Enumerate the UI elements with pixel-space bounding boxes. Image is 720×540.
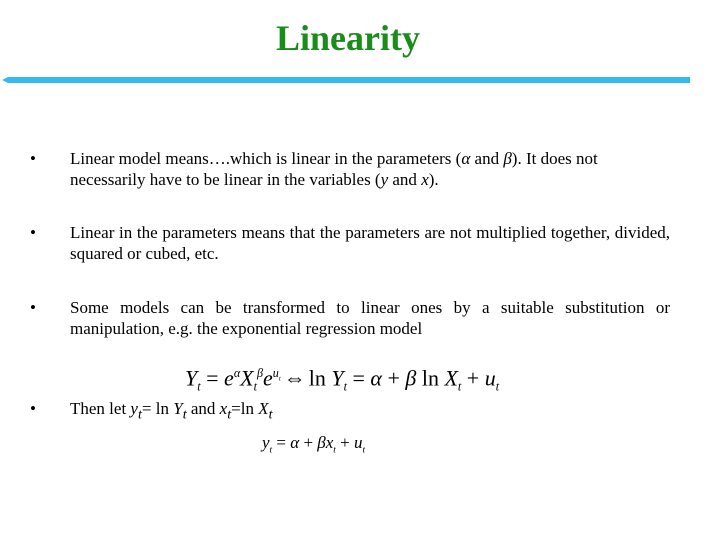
bullet-text [70,148,670,190]
eq-subscript: t [362,445,366,456]
eq-symbol: e [263,365,273,391]
eq-symbol: Y [331,365,344,391]
bullet-marker: • [30,399,36,418]
eq-symbol: β [317,433,326,452]
eq-symbol: y [262,433,270,452]
eq-superscript: β [257,366,264,380]
eq-subscript: t [197,379,201,394]
eq-function: ln [308,365,332,391]
eq-operator: = [200,365,225,391]
slide-title: Linearity [276,18,420,58]
subscript: t [137,406,142,423]
eq-subscript: t [495,379,500,394]
text-segment: Linear model means….which is linear in the parameters ( [70,149,462,168]
eq-subscript: t [333,445,336,456]
eq-superscript: u [272,366,279,380]
eq-operator: + [335,433,354,452]
bullet-text [70,398,670,425]
subscript: t [182,406,187,423]
variable-x: x [219,399,228,418]
text-segment: ). It does not necessarily have to be linear in the variables ( [70,149,598,189]
eq-subscript: t [278,375,281,383]
text-segment: and [186,399,220,418]
subscript: t [227,406,232,423]
subscript: t [268,406,273,423]
eq-symbol: u [354,433,363,452]
variable-Y: Y [173,399,183,418]
eq-operator: + [381,365,406,391]
bullet-marker: • [30,223,36,242]
linear-model-equation [262,430,365,463]
eq-operator: = [272,433,291,452]
text-segment: and [388,170,422,189]
eq-subscript: t [457,379,462,394]
bullet-marker: • [30,149,36,168]
variable-y: y [380,170,389,189]
eq-function: ln [416,365,445,391]
equivalence-arrow-icon: ⇔ [283,365,306,391]
text-segment: and [470,149,504,168]
eq-subscript: t [269,445,273,456]
eq-symbol: X [444,365,458,391]
eq-symbol: Y [185,365,198,391]
text-segment: Then let [70,399,131,418]
variable-x: x [421,170,429,189]
text-segment: =ln [231,399,259,418]
exponential-model-equation [185,356,499,404]
eq-subscript: t [253,379,257,394]
variable-y: y [130,399,138,418]
bullet-marker: • [30,298,36,317]
bullet-item-linear-parameters [30,222,670,264]
variable-X: X [258,399,269,418]
eq-symbol: X [240,365,254,391]
beta-symbol: β [503,149,512,168]
bullet-text: Linear in the parameters means that the parameters are not multiplied together, divided, squared or cubed, etc. [70,223,670,263]
eq-symbol: α [370,365,382,391]
eq-subscript: t [343,379,347,394]
bullet-item-linear-model [30,148,670,190]
title-divider [2,77,690,83]
text-segment: = ln [141,399,174,418]
eq-symbol: u [484,365,496,391]
alpha-symbol: α [461,149,471,168]
bullet-item-transformable-models [30,297,670,339]
eq-symbol: β [405,365,417,391]
eq-superscript: α [233,366,241,380]
bullet-item-substitution [30,398,670,425]
eq-operator: + [299,433,318,452]
eq-symbol: α [290,433,300,452]
eq-operator: + [461,365,485,391]
eq-symbol: x [325,433,334,452]
bullet-text: Some models can be transformed to linear ones by a suitable substitution or manipulation, e.g. the exponential regression model [70,298,670,338]
eq-symbol: e [224,365,234,391]
eq-operator: = [346,365,371,391]
text-segment: ). [428,170,439,189]
